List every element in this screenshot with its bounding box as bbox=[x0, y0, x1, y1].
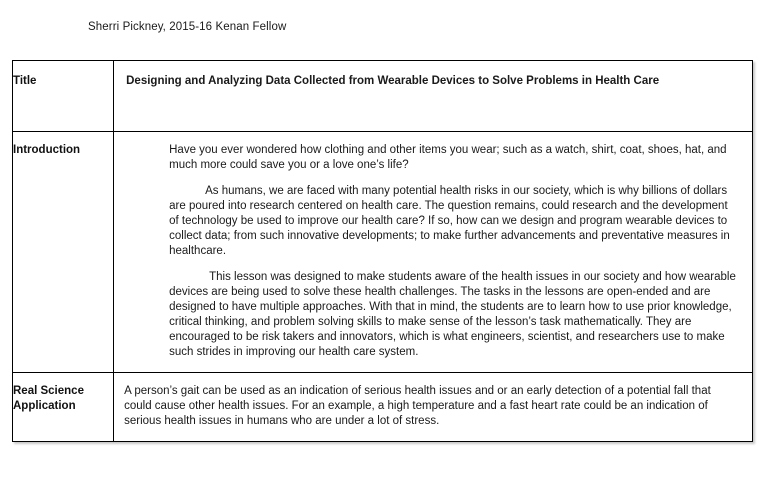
table-row-title bbox=[13, 61, 753, 132]
introduction-paragraph-2: As humans, we are faced with many potential health risks in our society, which is why billions of dollars are poured into research centered on health care. The question remains, could research and the development of technology be used to improve our health care? If so, how can we design and program wearable devices to collect data; from such innovative developments; to make further advancements and preventative measures in healthcare. bbox=[169, 185, 730, 257]
document-header-byline: Sherri Pickney, 2015-16 Kenan Fellow bbox=[88, 21, 287, 33]
lesson-plan-table bbox=[12, 60, 753, 442]
row-label-real-science-application: Real Science Application bbox=[13, 373, 114, 442]
row-label-title: Title bbox=[13, 61, 114, 132]
table-row-introduction bbox=[13, 132, 753, 373]
introduction-paragraph-1: Have you ever wondered how clothing and other items you wear; such as a watch, shirt, coat, shoes, hat, and much more could save you or a love one’s life? bbox=[169, 144, 727, 171]
row-content-real-science-application: A person’s gait can be used as an indication of serious health issues and or an early detection of a potential fall that could cause other health issues. For an example, a high temperature and a fast heart rate could be an indication of serious health issues in humans who are under a lot of stress. bbox=[114, 373, 753, 442]
row-content-title: Designing and Analyzing Data Collected from Wearable Devices to Solve Problems in Health Care bbox=[114, 61, 753, 132]
introduction-paragraph-3: This lesson was designed to make students aware of the health issues in our society and how wearable devices are being used to solve these health challenges. The tasks in the lessons are open-ended and are designed to have multiple approaches. With that in mind, the students are to learn how to use prior knowledge, critical thinking, and problem solving skills to make sense of the lesson’s task mathematically. They are encouraged to be risk takers and innovators, which is what engineers, scientist, and researchers use to make such strides in improving our health care system. bbox=[169, 271, 736, 358]
row-label-introduction: Introduction bbox=[13, 132, 114, 373]
table-row-real-science-application bbox=[13, 373, 753, 442]
row-content-introduction bbox=[114, 132, 753, 373]
